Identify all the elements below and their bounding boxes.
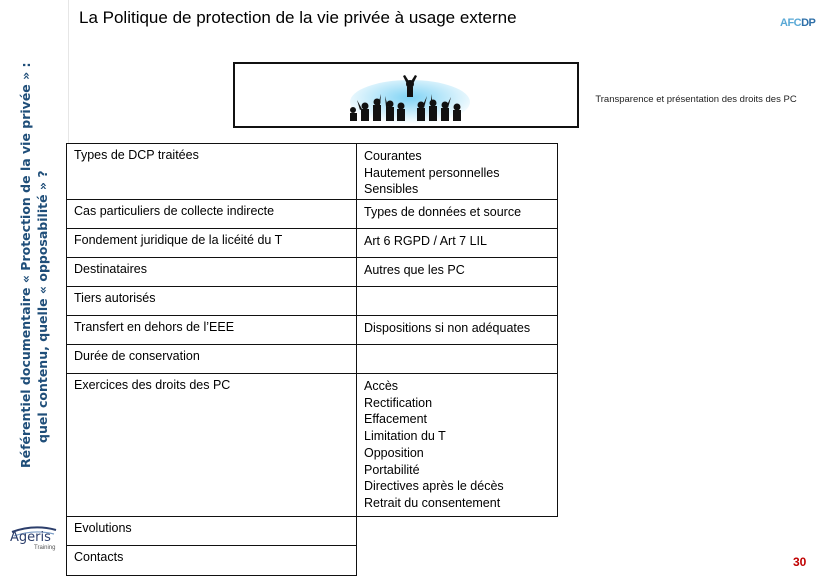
sidebar-title-line-1: Référentiel documentaire « Protection de la vie privée » : <box>18 62 33 468</box>
row-value-transfer-outside-eea: Dispositions si non adéquates <box>356 315 558 345</box>
row-label-indirect-collection: Cas particuliers de collecte indirecte <box>66 199 357 229</box>
row-label-legal-basis: Fondement juridique de la licéité du T <box>66 228 357 258</box>
page-title: La Politique de protection de la vie privée à usage externe <box>79 8 517 27</box>
illustration-caption: Transparence et présentation des droits des PC <box>595 94 797 105</box>
row-label-transfer-outside-eea: Transfert en dehors de l’EEE <box>66 315 357 345</box>
sidebar-vertical-title <box>17 8 51 468</box>
row-label-authorized-third-parties: Tiers autorisés <box>66 286 357 316</box>
page-number: 30 <box>793 555 807 569</box>
row-value-retention-period <box>356 344 558 374</box>
row-value-evolutions <box>356 516 558 546</box>
ageris-brand-sub: Training <box>34 545 56 551</box>
row-value-exercise-of-rights: Accès Rectification Effacement Limitation du T Opposition Portabilité Directives après le décès Retrait du consentement <box>356 373 558 517</box>
illustration-frame <box>233 62 579 128</box>
row-label-recipients: Destinataires <box>66 257 357 287</box>
row-value-legal-basis: Art 6 RGPD / Art 7 LIL <box>356 228 558 258</box>
crowd-cheering-icon <box>345 72 475 124</box>
sidebar-title-line-2: quel contenu, quelle « opposabilité » ? <box>35 170 50 443</box>
row-value-recipients: Autres que les PC <box>356 257 558 287</box>
row-value-dcp-types: Courantes Hautement personnelles Sensibles <box>356 143 558 200</box>
row-label-contacts: Contacts <box>66 545 357 576</box>
afcdp-logo: AFCDP <box>780 17 816 29</box>
sidebar <box>0 0 69 515</box>
ageris-brand: Ageris <box>10 530 51 545</box>
row-label-evolutions: Evolutions <box>66 516 357 546</box>
row-label-dcp-types: Types de DCP traitées <box>66 143 357 200</box>
row-value-authorized-third-parties <box>356 286 558 316</box>
row-value-indirect-collection: Types de données et source <box>356 199 558 229</box>
row-label-retention-period: Durée de conservation <box>66 344 357 374</box>
row-label-exercise-of-rights: Exercices des droits des PC <box>66 373 357 517</box>
